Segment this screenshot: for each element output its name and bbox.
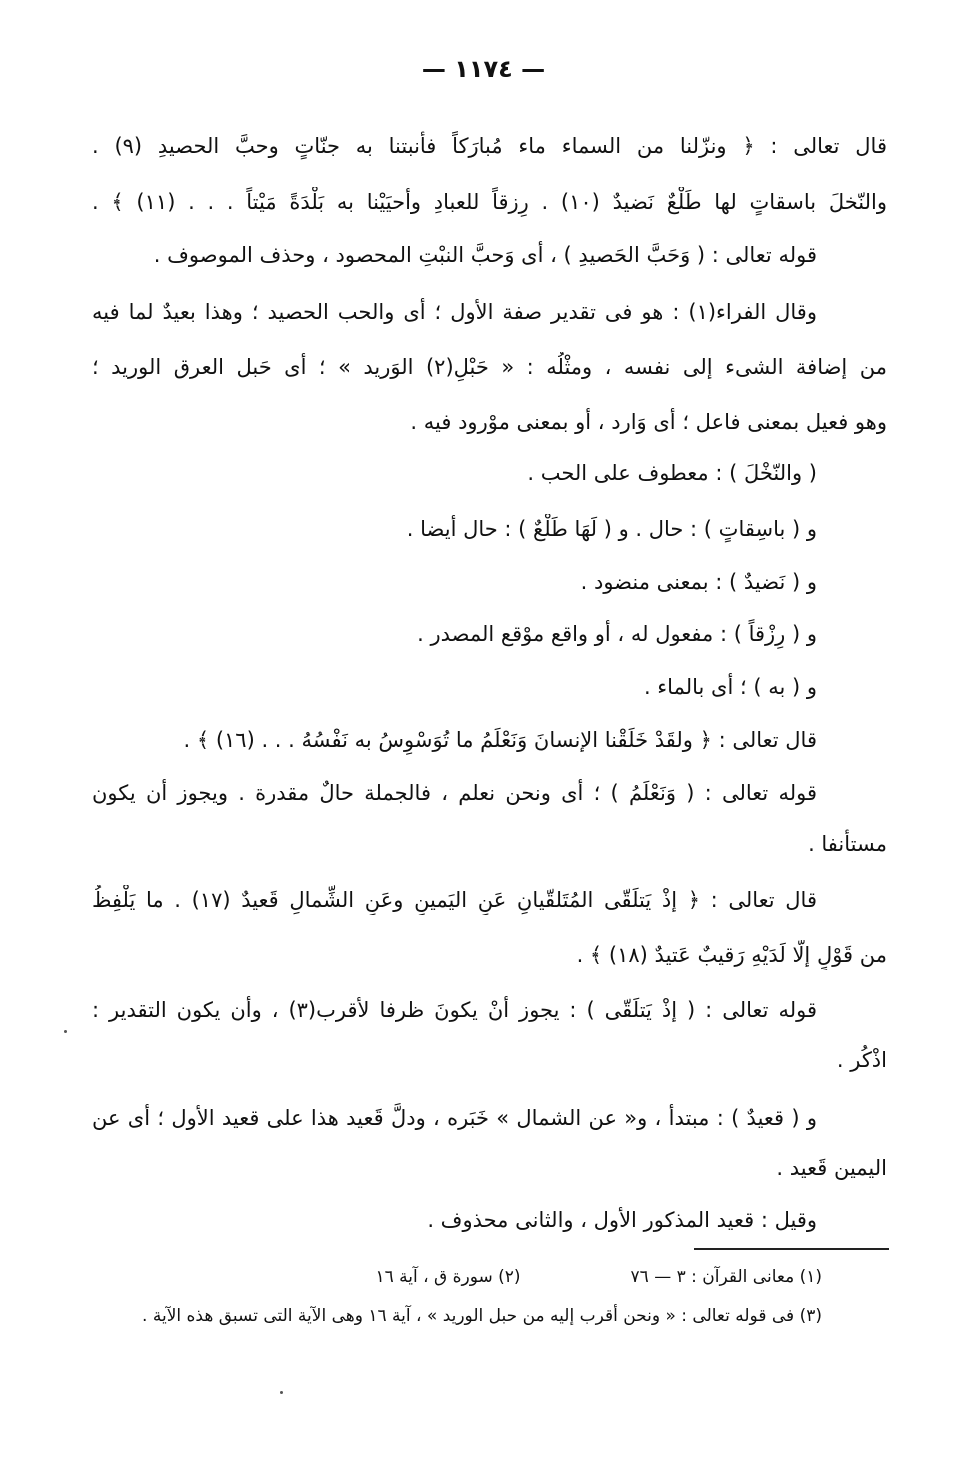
footnote-1: (١) معانى القرآن : ٣ — ٧٦ [630,1267,822,1287]
text-line: ( والنّخْلَ ) : معطوف على الحب . [527,461,817,485]
text-line: والنّخلَ باسقاتٍ لها طَلْعٌ نَضيدٌ (١٠) . رِزقاً للعبادِ وأحيَيْنا به بَلْدَةً مَيْتاً . . . (١١) ﴾ . [92,190,887,214]
footnote-3: (٣) فى قوله تعالى : « ونحن أقرب إليه من حبل الوريد » ، آية ١٦ وهى الآية التى تسبق هذه الآية . [142,1306,822,1326]
text-line: و ( به ) ؛ أى بالماء . [643,675,817,699]
text-line: من إضافة الشىء إلى نفسه ، ومثْلُه : « حَبْلِ(٢) الوَريد » ؛ أى حَبل العرق الوريد ؛ [92,355,887,379]
text-line: قوله تعالى : ( وَنَعْلَمُ ) ؛ أى ونحن نعلم ، فالجملة حالٌ مقدرة . ويجوز أن يكون [92,781,817,805]
footnote-row [375,1264,822,1290]
footnote-2: (٢) سورة ق ، آية ١٦ [375,1267,521,1287]
text-line: وهو فعيل بمعنى فاعل ؛ أى وَارد ، أو بمعنى موْرود فيه . [410,410,887,434]
text-line: اذْكُر . [836,1048,887,1072]
scan-speck [280,1391,283,1394]
text-line: وقال الفراء(١) : هو فى تقدير صفة الأول ؛ أى والحب الحصيد ؛ وهذا بعيدٌ لما فيه [92,300,817,324]
text-line: قال تعالى : ﴿ ولقَدْ خَلَقْنا الإنسانَ وَنَعْلَمُ ما تُوَسْوِسُ به نَفْسُهُ . . . (١٦) ﴾ . [183,728,817,752]
text-line: و ( نَضيدٌ ) : بمعنى منضود . [580,570,817,594]
text-line: من قَوْلٍ إلّا لَدَيْهِ رَقيبٌ عَتيدٌ (١٨) ﴾ . [576,943,887,967]
text-line: و ( باسِقاتٍ ) : حال . و ( لَهَا طَلْعٌ ) : حال أيضا . [406,517,817,541]
text-line: و ( قعيدٌ ) : مبتدأ ، و« عن الشمال » خَبَره ، ودلَّ قَعيد هذا على قعيد الأول ؛ أى عن [92,1106,817,1130]
text-line: قال تعالى : ﴿ إذْ يَتلَقّى المُتَلقّيانِ عَنِ اليَمينِ وعَنِ الشِّمالِ قَعيدٌ (١٧) . ما يَلْفِظُ [92,888,817,912]
scan-speck [64,1030,67,1033]
text-line: وقيل : قعيد المذكور الأول ، والثانى محذوف . [427,1208,817,1232]
text-line: قوله تعالى : ( إذْ يَتلَقّى ) : يجوز أنْ يكونَ ظرفا لأقرب(٣) ، وأن يكون التقدير : [92,998,817,1022]
text-line: مستأنفا . [808,832,887,856]
page-number: — ١١٧٤ — [421,55,546,83]
text-line: قال تعالى : ﴿ ونزّلنا من السماء ماء مُبارَكاً فأنبتنا به جنّاتٍ وحبَّ الحصيدِ (٩) . [92,134,887,158]
footnote-divider [694,1248,889,1250]
text-line: قوله تعالى : ( وَحَبَّ الحَصيدِ ) ، أى وَحبَّ النبْتِ المحصود ، وحذف الموصوف . [153,243,817,267]
text-line: اليمين قَعيد . [776,1156,887,1180]
text-line: و ( رِزْقاً ) : مفعول له ، أو واقع موْقع المصدر . [417,622,817,646]
